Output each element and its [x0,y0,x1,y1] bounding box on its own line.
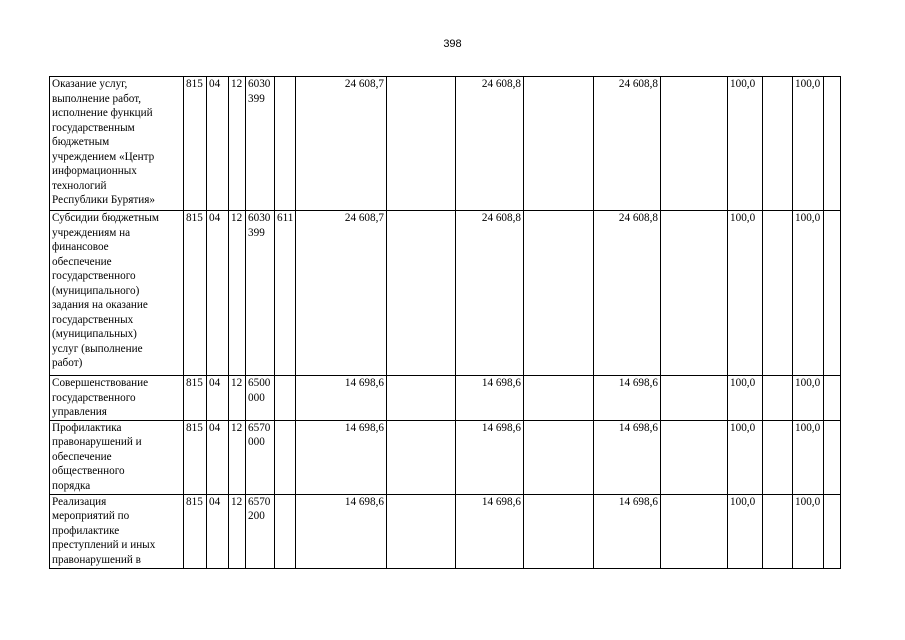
amount-adjusted: 14 698,6 [456,420,524,494]
row-name: Реализация мероприятий по профилактике преступлений и иных правонарушений в [50,494,184,568]
subsection-code: 12 [229,494,246,568]
table-row [50,77,841,211]
expense-type-code [275,77,296,211]
subsection-code: 12 [229,211,246,376]
table-row [50,211,841,376]
expense-type-code [275,420,296,494]
empty-cell [661,494,728,568]
empty-cell [661,420,728,494]
empty-cell [524,376,594,421]
section-code: 04 [207,211,229,376]
target-article-code: 6500 000 [246,376,275,421]
empty-cell [387,420,456,494]
empty-cell [661,376,728,421]
expense-type-code: 611 [275,211,296,376]
target-article-code: 6030 399 [246,77,275,211]
empty-cell [387,77,456,211]
percent-2: 100,0 [793,211,824,376]
percent-2: 100,0 [793,376,824,421]
empty-cell [824,77,841,211]
amount-plan: 14 698,6 [296,376,387,421]
target-article-code: 6570 000 [246,420,275,494]
budget-table [49,76,841,569]
empty-cell [824,376,841,421]
expense-type-code [275,494,296,568]
amount-executed: 14 698,6 [594,420,661,494]
percent-2: 100,0 [793,420,824,494]
empty-cell [763,77,793,211]
empty-cell [763,211,793,376]
percent-1: 100,0 [728,420,763,494]
amount-executed: 14 698,6 [594,376,661,421]
empty-cell [661,211,728,376]
section-code: 04 [207,494,229,568]
amount-adjusted: 14 698,6 [456,494,524,568]
row-name: Оказание услуг, выполнение работ, исполнение функций государственным бюджетным учреждением «Центр информационных технологий Республики Бурятия» [50,77,184,211]
percent-2: 100,0 [793,494,824,568]
empty-cell [824,420,841,494]
page-number: 398 [443,38,462,50]
subsection-code: 12 [229,376,246,421]
subsection-code: 12 [229,77,246,211]
table-row [50,376,841,421]
empty-cell [661,77,728,211]
subsection-code: 12 [229,420,246,494]
expense-type-code [275,376,296,421]
row-name: Совершенствование государственного управления [50,376,184,421]
row-name: Профилактика правонарушений и обеспечение общественного порядка [50,420,184,494]
section-code: 04 [207,376,229,421]
empty-cell [524,420,594,494]
percent-2: 100,0 [793,77,824,211]
amount-plan: 24 608,7 [296,77,387,211]
target-article-code: 6570 200 [246,494,275,568]
percent-1: 100,0 [728,77,763,211]
section-code: 04 [207,420,229,494]
empty-cell [524,77,594,211]
ministry-code: 815 [184,211,207,376]
ministry-code: 815 [184,494,207,568]
amount-adjusted: 24 608,8 [456,211,524,376]
ministry-code: 815 [184,77,207,211]
amount-executed: 24 608,8 [594,77,661,211]
empty-cell [387,494,456,568]
amount-adjusted: 24 608,8 [456,77,524,211]
amount-adjusted: 14 698,6 [456,376,524,421]
empty-cell [387,376,456,421]
empty-cell [763,376,793,421]
table-row [50,420,841,494]
empty-cell [824,211,841,376]
target-article-code: 6030 399 [246,211,275,376]
percent-1: 100,0 [728,376,763,421]
ministry-code: 815 [184,420,207,494]
row-name: Субсидии бюджетным учреждениям на финансовое обеспечение государственного (муниципального) задания на оказание государственных (муниципальных) услуг (выполнение работ) [50,211,184,376]
percent-1: 100,0 [728,211,763,376]
empty-cell [763,494,793,568]
empty-cell [524,494,594,568]
amount-executed: 24 608,8 [594,211,661,376]
empty-cell [387,211,456,376]
percent-1: 100,0 [728,494,763,568]
amount-plan: 14 698,6 [296,420,387,494]
ministry-code: 815 [184,376,207,421]
empty-cell [824,494,841,568]
amount-executed: 14 698,6 [594,494,661,568]
amount-plan: 14 698,6 [296,494,387,568]
empty-cell [524,211,594,376]
section-code: 04 [207,77,229,211]
table-row [50,494,841,568]
empty-cell [763,420,793,494]
amount-plan: 24 608,7 [296,211,387,376]
